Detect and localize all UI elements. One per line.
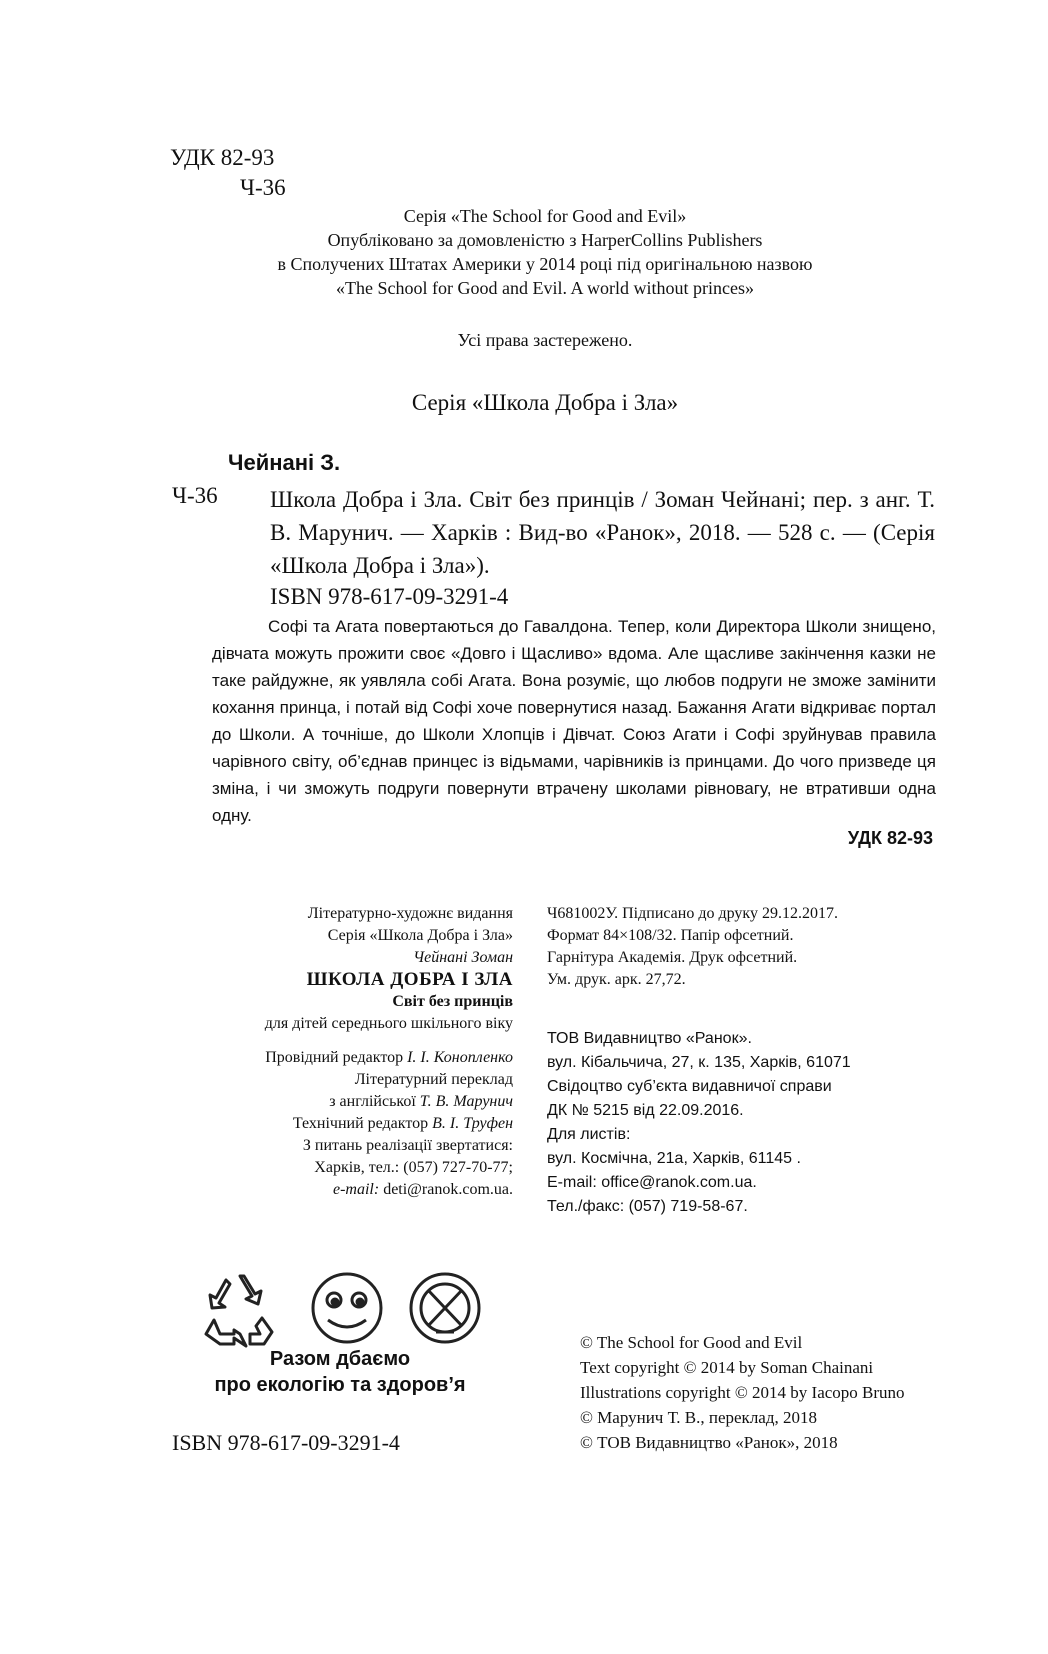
sales-email-line: e-mail: deti@ranok.com.ua. [332,1181,513,1198]
publisher-info [547,1027,947,1219]
isbn-bottom: ISBN 978-617-09-3291-4 [172,1430,400,1455]
publication-note-line: Опубліковано за домовленістю з HarperCollins Publishers [327,230,763,250]
copyright-line: Text copyright © 2014 by Soman Chainani [580,1358,874,1377]
catalog-author: Чейнані З. [228,450,341,475]
no-incineration-icon [411,1274,479,1342]
tech-editor-line: Технічний редактор В. І. Труфен [292,1115,513,1132]
smiley-icon [313,1274,381,1342]
tech-editor-name: В. І. Труфен [432,1115,513,1132]
edition-title: ШКОЛА ДОБРА І ЗЛА [306,969,513,990]
edition-subtitle: Світ без принців [392,993,513,1010]
copyright-line: © The School for Good and Evil [580,1333,803,1352]
copyrights [580,1330,905,1455]
print-info-line: Формат 84×108/32. Папір офсетний. [547,927,794,944]
annotation: Софі та Агата повертаються до Гавалдона. Тепер, коли Директора Школи знищено, дівчата можуть прожити своє «Довго і Щасливо» вдома. Але щасливе закінчення казки не таке райдужне, як уявляла собі Агата. Вона розуміє, що любов подруги не зможе замінити кохання принца, і потай від Софі хоче повернутися назад. Бажання Агати відкриває портал до Школи. А точніше, до Школи Хлопців і Дівчат. Союз Агати і Софі зруйнував правила чарівного світу, об’єднав принцес із відьмами, чарівників із принцами. До чого призведе ця зміна, і чи зможуть подруги повернути втрачену школами рівновагу, не втративши одна одну. [212,617,936,825]
sales-phone: Харків, тел.: (057) 727-70-77; [314,1159,513,1176]
imprint-left [113,903,513,1201]
print-info-line: Ум. друк. арк. 27,72. [547,971,686,988]
translator-name: Т. В. Марунич [419,1093,513,1110]
copyright-line: © ТОВ Видавництво «Ранок», 2018 [580,1433,838,1452]
translation-label: Літературний переклад [354,1071,513,1088]
series-title: Серія «Школа Добра і Зла» [411,390,679,415]
publication-note-line: в Сполучених Штатах Америки у 2014 році під оригінальною назвою [277,254,813,274]
copyright-line: © Марунич Т. В., переклад, 2018 [580,1408,817,1427]
publisher-line: ДК № 5215 від 22.09.2016. [547,1102,744,1119]
translator-line: з англійської Т. В. Марунич [329,1093,513,1110]
publisher-line: вул. Кібальчича, 27, к. 135, Харків, 61071 [547,1054,851,1071]
sales-email: deti@ranok.com.ua. [383,1181,513,1198]
publisher-line: Свідоцтво суб’єкта видавничої справи [547,1078,832,1095]
edition-series: Серія «Школа Добра і Зла» [327,927,513,944]
edition-author: Чейнані Зоман [413,949,513,966]
publisher-line: Для листів: [547,1126,631,1143]
editor-name: І. І. Конопленко [407,1049,513,1066]
eco-slogan [180,1346,500,1398]
eco-slogan-line: про екологію та здоров’я [214,1374,466,1396]
imprint-right [547,903,947,991]
udk-top [170,143,286,203]
catalog-isbn: ISBN 978-617-09-3291-4 [270,584,509,609]
copyright-line: Illustrations copyright © 2014 by Iacopo Bruno [580,1383,905,1402]
edition-type: Літературно-художнє видання [307,905,513,922]
sales-contact: З питань реалізації звертатися: [302,1137,513,1154]
publication-note-line: Серія «The School for Good and Evil» [403,206,687,226]
catalog-description: Школа Добра і Зла. Світ без принців / Зоман Чейнані; пер. з анг. Т. В. Марунич. — Харків : Вид-во «Ранок», 2018. — 528 с. — (Серія «Школа Добра і Зла»). [270,487,935,578]
eco-icons [200,1270,490,1350]
print-info-line: Гарнітура Академія. Друк офсетний. [547,949,798,966]
catalog-code: Ч-36 [172,483,218,508]
print-info-line: Ч681002У. Підписано до друку 29.12.2017. [547,905,838,922]
publication-note-line: «The School for Good and Evil. A world without princes» [336,278,754,298]
publisher-line: E-mail: office@ranok.com.ua. [547,1174,757,1191]
editor-line: Провідний редактор І. І. Конопленко [265,1049,513,1066]
publisher-line: Тел./факс: (057) 719-58-67. [547,1198,748,1215]
udk-bottom: УДК 82-93 [847,828,933,848]
udk-code: УДК 82-93 [170,145,275,170]
recycle-icon [206,1276,272,1346]
author-mark: Ч-36 [240,175,286,200]
publisher-line: ТОВ Видавництво «Ранок». [547,1030,752,1047]
eco-slogan-line: Разом дбаємо [269,1348,411,1370]
edition-audience: для дітей середнього шкільного віку [264,1015,513,1032]
publication-note [160,204,930,300]
rights-reserved: Усі права застережено. [457,330,633,350]
publisher-line: вул. Космічна, 21а, Харків, 61145 . [547,1150,801,1167]
